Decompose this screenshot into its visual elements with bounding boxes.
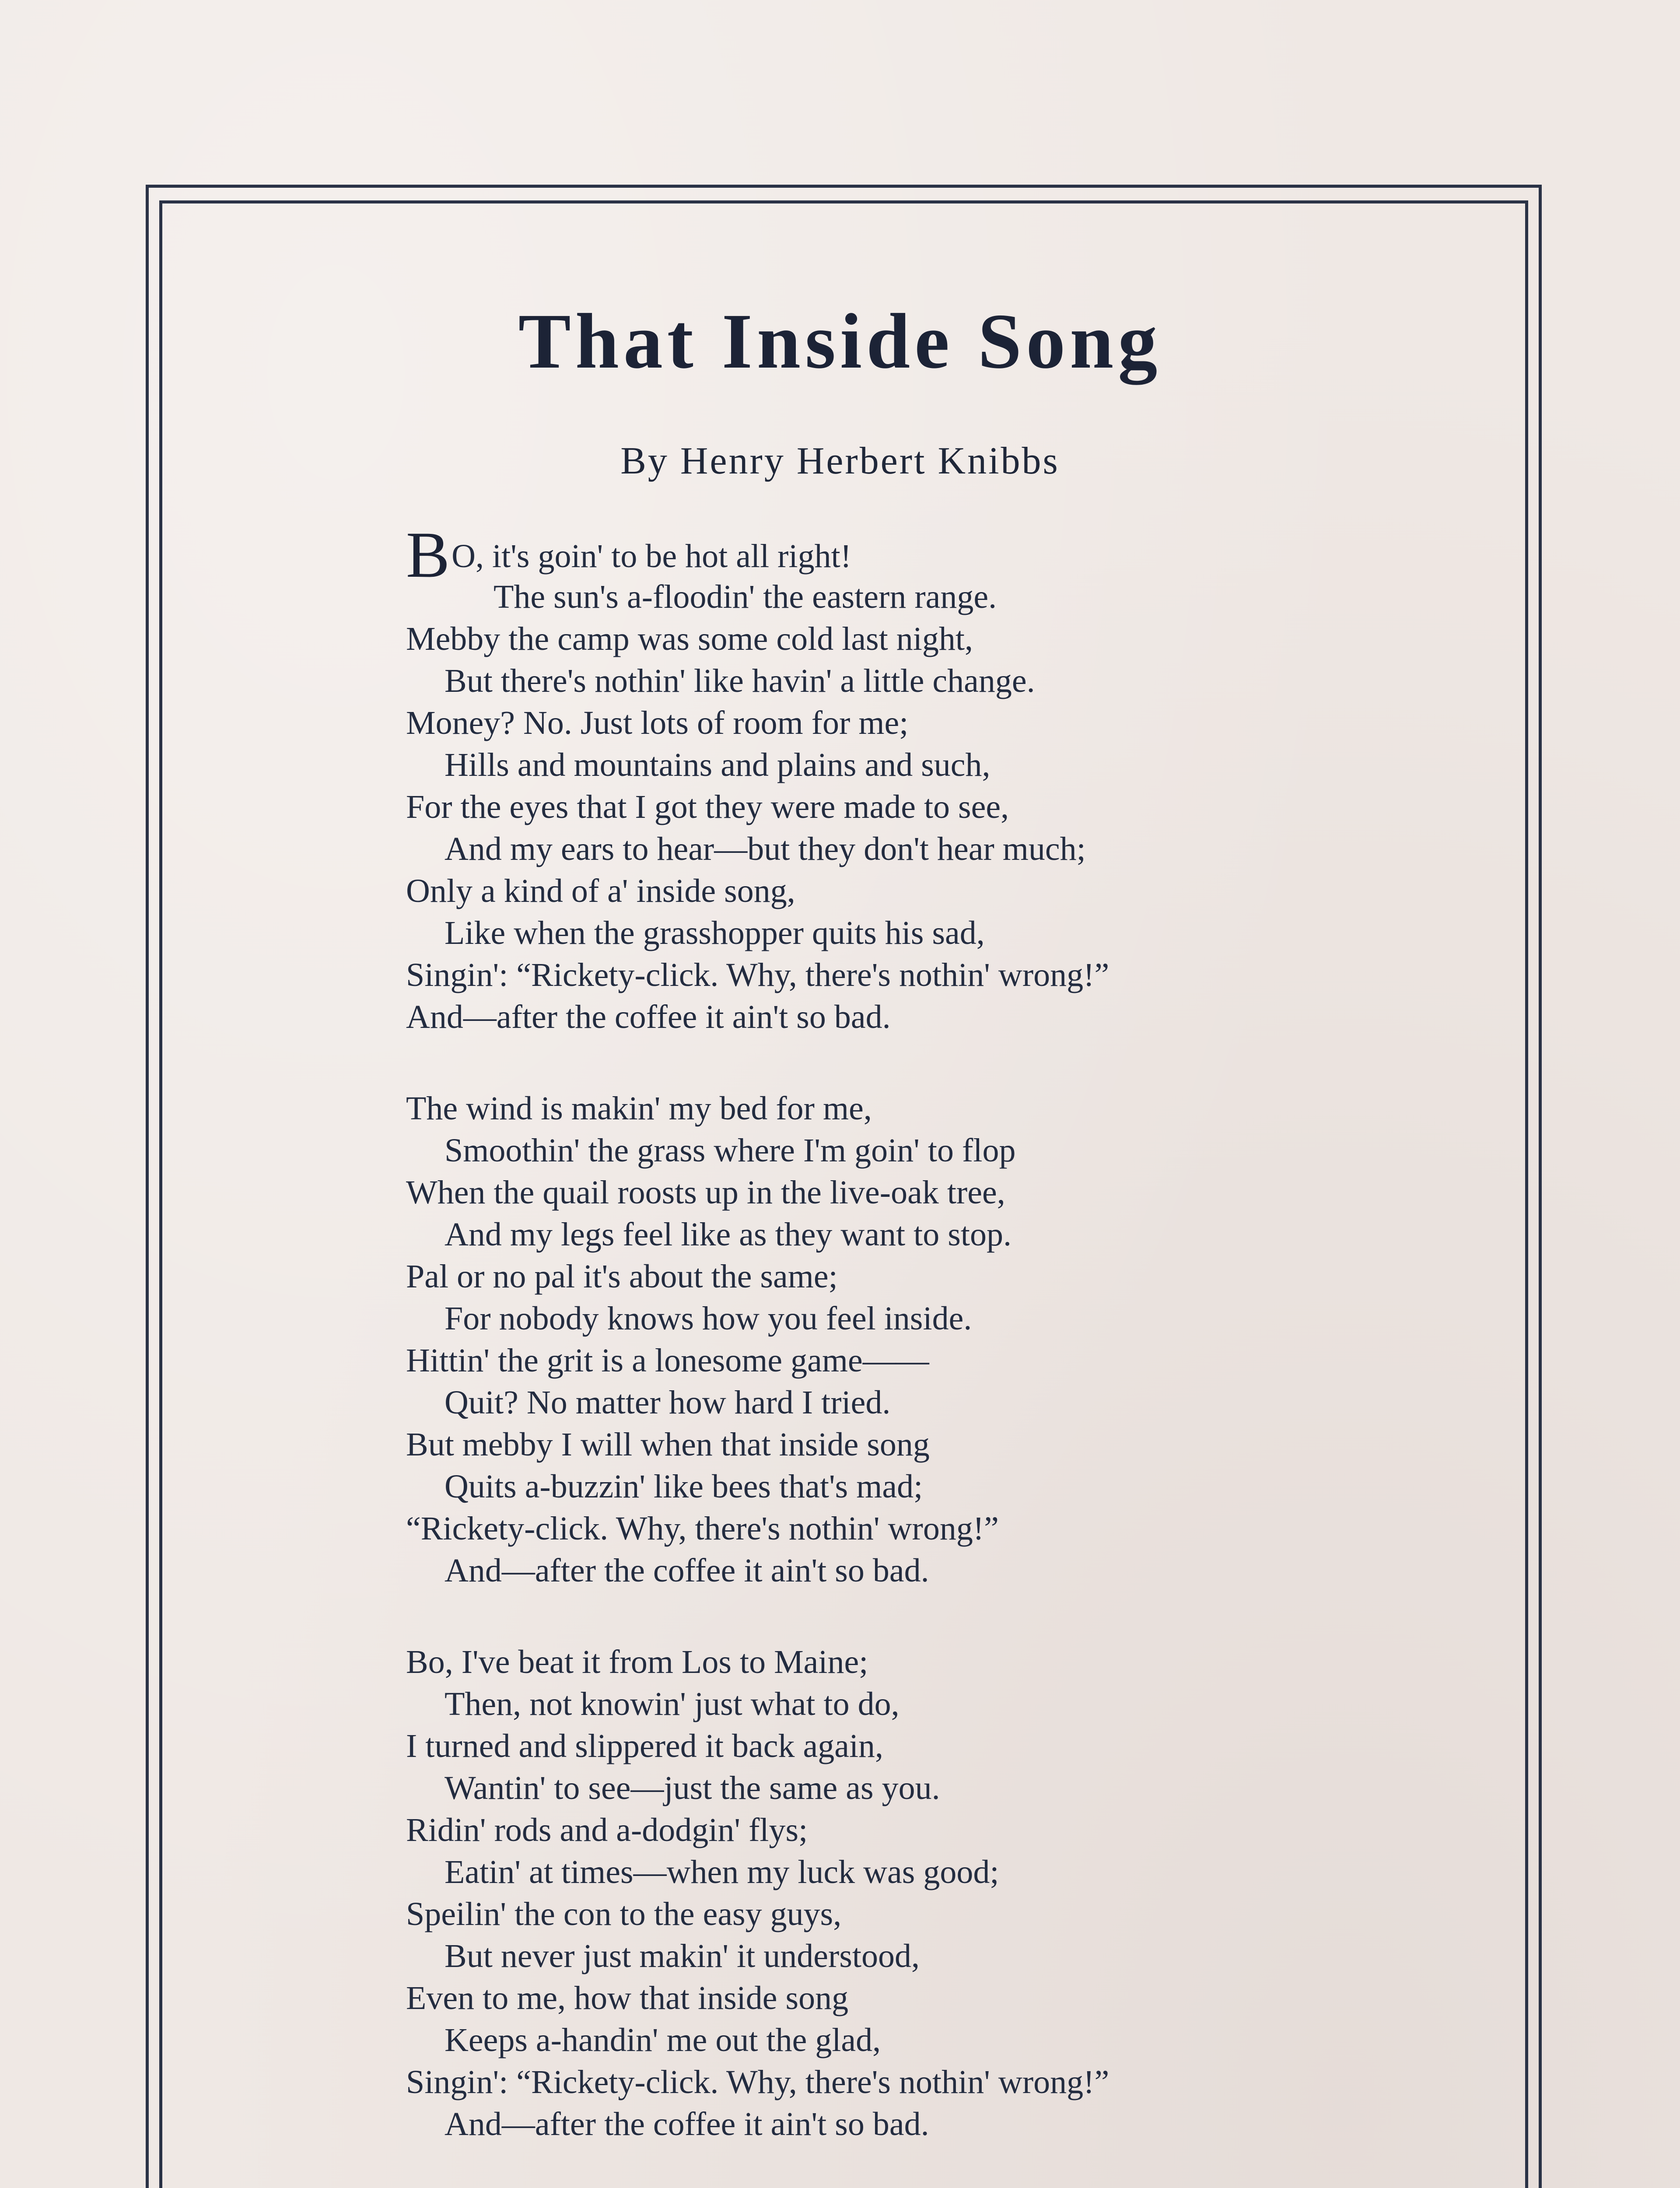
poem-line: “Rickety-click. Why, there's nothin' wrong!”: [406, 1510, 999, 1547]
poem-line: Pal or no pal it's about the same;: [406, 1258, 838, 1295]
poem-line: For the eyes that I got they were made to see,: [406, 789, 1009, 825]
poem-line: Like when the grasshopper quits his sad,: [444, 915, 985, 951]
poem-byline: By Henry Herbert Knibbs: [620, 440, 1060, 482]
poem-line: And—after the coffee it ain't so bad.: [444, 1552, 929, 1589]
poem-line: Wantin' to see—just the same as you.: [444, 1770, 940, 1806]
poem-line: But never just makin' it understood,: [444, 1938, 920, 1974]
poem-line: Ridin' rods and a-dodgin' flys;: [406, 1812, 808, 1848]
poem-line: Eatin' at times—when my luck was good;: [444, 1854, 999, 1890]
poem-line: Even to me, how that inside song: [406, 1980, 849, 2016]
poem-line: Quit? No matter how hard I tried.: [444, 1384, 891, 1421]
poem-line: But mebby I will when that inside song: [406, 1426, 930, 1463]
poem-line: Money? No. Just lots of room for me;: [406, 705, 909, 741]
stanza-2: [406, 1087, 1478, 1592]
poem-line: Only a kind of a' inside song,: [406, 873, 795, 909]
poem-line: I turned and slippered it back again,: [406, 1728, 884, 1764]
poem-line: And—after the coffee it ain't so bad.: [444, 2106, 929, 2142]
poem-line: Singin': “Rickety-click. Why, there's nothin' wrong!”: [406, 957, 1110, 993]
poem-line: But there's nothin' like havin' a little change.: [444, 663, 1035, 699]
poem-line: Keeps a-handin' me out the glad,: [444, 2022, 881, 2058]
poem-title: That Inside Song: [518, 298, 1162, 385]
poem-line: For nobody knows how you feel inside.: [444, 1300, 972, 1337]
poem-line: Singin': “Rickety-click. Why, there's nothin' wrong!”: [406, 2064, 1110, 2100]
poem-line: And my legs feel like as they want to stop.: [444, 1216, 1012, 1253]
first-line-text: O, it's goin' to be hot all right!: [452, 538, 852, 575]
poem-line: Hittin' the grit is a lonesome game——: [406, 1342, 929, 1379]
poem-line: Hills and mountains and plains and such,: [444, 747, 990, 783]
poem-line: The wind is makin' my bed for me,: [406, 1090, 872, 1127]
poem-line: Then, not knowin' just what to do,: [444, 1686, 900, 1722]
drop-cap: B: [406, 519, 450, 591]
poem-line: [406, 519, 1478, 591]
stanza-1: [406, 519, 1478, 1038]
stanza-3: [406, 1641, 1478, 2145]
poem-line: Quits a-buzzin' like bees that's mad;: [444, 1468, 923, 1505]
poem-line: Smoothin' the grass where I'm goin' to flop: [444, 1132, 1016, 1169]
poem-line: Mebby the camp was some cold last night,: [406, 621, 973, 657]
poem-line: Bo, I've beat it from Los to Maine;: [406, 1644, 868, 1680]
poem-line: And—after the coffee it ain't so bad.: [406, 999, 891, 1035]
poem-line: When the quail roosts up in the live-oak tree,: [406, 1174, 1005, 1211]
poem-line: The sun's a-floodin' the eastern range.: [494, 579, 997, 615]
poem-line: And my ears to hear—but they don't hear much;: [444, 831, 1086, 867]
poem-line: Speilin' the con to the easy guys,: [406, 1896, 842, 1932]
